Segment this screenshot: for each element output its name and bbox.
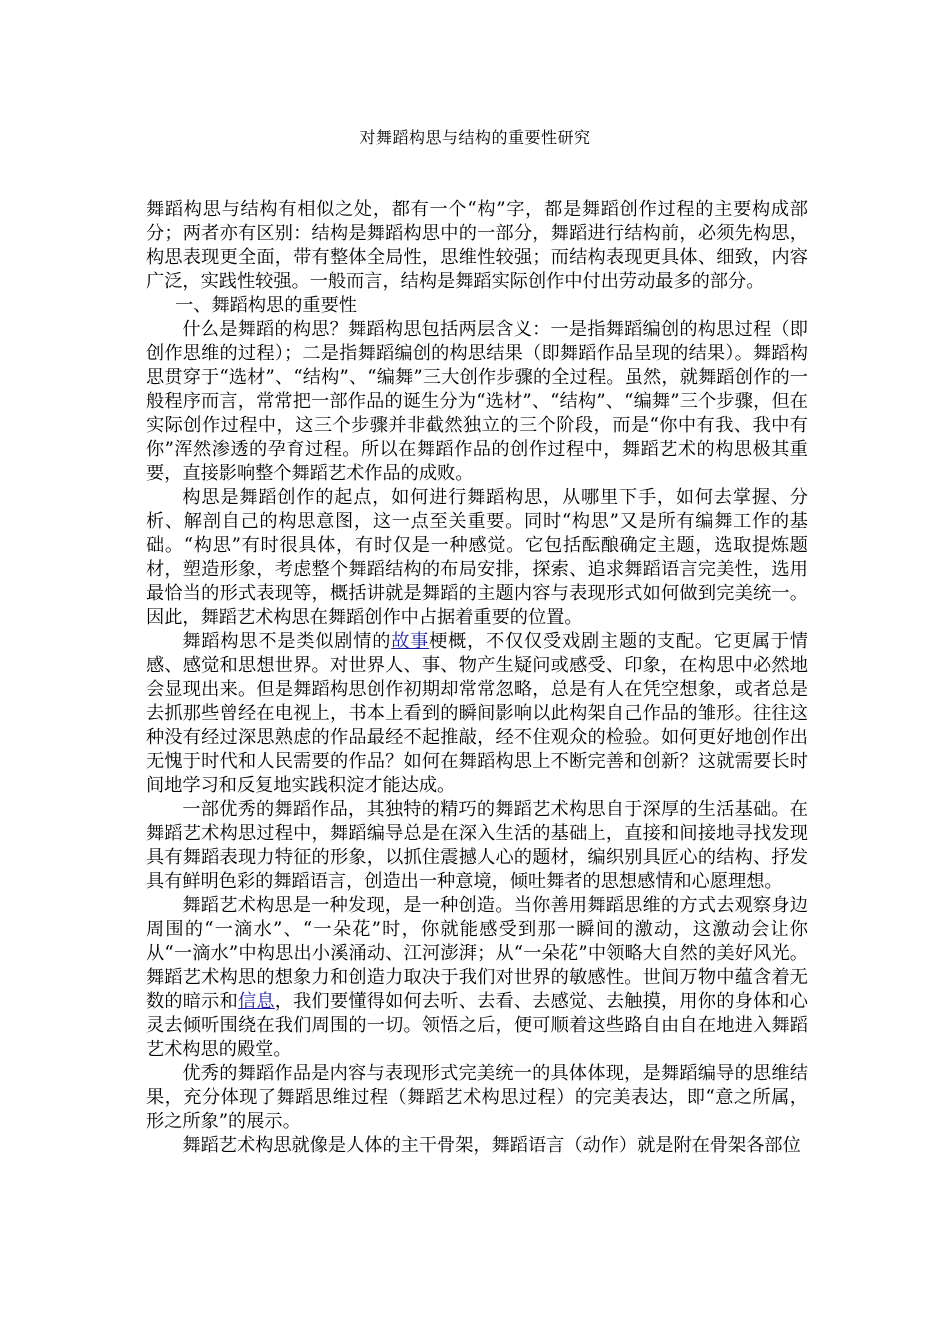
paragraph-3-text-after: 梗概，不仅仅受戏剧主题的支配。它更属于情感、感觉和思想世界。对世界人、事、物产生疑问或感受、印象，在构思中必然地会显现出来。但是舞蹈构思创作初期却常常忽略，总是有人在凭空想象，或者总是去抓那些曾经在电视上，书本上看到的瞬间影响以此构架自己作品的雏形。往往这种没有经过深思熟虑的作品最经不起推敲，经不住观众的检验。如何更好地创作出无愧于时代和人民需要的作品？如何在舞蹈构思上不断完善和创新？这就需要长时间地学习和反复地实践积淀才能达成。: [146, 631, 808, 796]
paragraph-2: 构思是舞蹈创作的起点，如何进行舞蹈构思，从哪里下手，如何去掌握、分析、解剖自己的构思意图，这一点至关重要。同时“构思”又是所有编舞工作的基础。“构思”有时很具体，有时仅是一种感觉。它包括酝酿确定主题，选取提炼题材，塑造形象，考虑整个舞蹈结构的布局安排，探索、追求舞蹈语言完美性，选用最恰当的形式表现等，概括讲就是舞蹈的主题内容与表现形式如何做到完美统一。因此，舞蹈艺术构思在舞蹈创作中占据着重要的位置。: [146, 487, 808, 628]
intro-paragraph: 舞蹈构思与结构有相似之处，都有一个“构”字，都是舞蹈创作过程的主要构成部分；两者亦有区别：结构是舞蹈构思中的一部分，舞蹈进行结构前，必须先构思，构思表现更全面，带有整体全局性，思维性较强；而结构表现更具体、细致，内容广泛，实践性较强。一般而言，结构是舞蹈实际创作中付出劳动最多的部分。: [146, 199, 808, 292]
story-link[interactable]: 故事: [391, 631, 430, 652]
paragraph-5: [146, 894, 808, 1062]
paragraph-1: 什么是舞蹈的构思？舞蹈构思包括两层含义：一是指舞蹈编创的构思过程（即创作思维的过程）；二是指舞蹈编创的构思结果（即舞蹈作品呈现的结果）。舞蹈构思贯穿于“选材”、“结构”、“编舞”三大创作步骤的全过程。虽然，就舞蹈创作的一般程序而言，常常把一部作品的诞生分为“选材”、“结构”、“编舞”三个步骤，但在实际创作过程中，这三个步骤并非截然独立的三个阶段，而是“你中有我、我中有你”浑然渗透的孕育过程。所以在舞蹈作品的创作过程中，舞蹈艺术的构思极其重要，直接影响整个舞蹈艺术作品的成败。: [146, 319, 808, 484]
paragraph-7: 舞蹈艺术构思就像是人体的主干骨架，舞蹈语言（动作）就是附在骨架各部位: [182, 1135, 801, 1156]
document-title: 对舞蹈构思与结构的重要性研究: [359, 128, 591, 147]
document-body: [146, 198, 808, 1158]
paragraph-5-text-after: ，我们要懂得如何去听、去看、去感觉、去触摸，用你的身体和心灵去倾听围绕在我们周围的一切。领悟之后，便可顺着这些路自由自在地进入舞蹈艺术构思的殿堂。: [146, 991, 808, 1060]
paragraph-4: 一部优秀的舞蹈作品，其独特的精巧的舞蹈艺术构思自于深厚的生活基础。在舞蹈艺术构思过程中，舞蹈编导总是在深入生活的基础上，直接和间接地寻找发现具有舞蹈表现力特征的形象，以抓住震撼人心的题材，编织别具匠心的结构、抒发具有鲜明色彩的舞蹈语言，创造出一种意境，倾吐舞者的思想感情和心愿理想。: [146, 799, 808, 892]
paragraph-3-text-before: 舞蹈构思不是类似剧情的: [182, 631, 392, 652]
paragraph-6: 优秀的舞蹈作品是内容与表现形式完美统一的具体体现，是舞蹈编导的思维结果，充分体现了舞蹈思维过程（舞蹈艺术构思过程）的完美表达，即“意之所属，形之所象”的展示。: [146, 1063, 808, 1132]
section-heading: 一、舞蹈构思的重要性: [175, 295, 357, 316]
paragraph-5-text-before: 舞蹈艺术构思是一种发现，是一种创造。当你善用舞蹈思维的方式去观察身边周围的“一滴水”、“一朵花”时，你就能感受到那一瞬间的激动，这激动会让你从“一滴水”中构思出小溪涌动、江河澎湃；从“一朵花”中领略大自然的美好风光。舞蹈艺术构思的想象力和创造力取决于我们对世界的敏感性。世间万物中蕴含着无数的暗示和: [146, 895, 808, 1012]
paragraph-3: [146, 630, 808, 798]
information-link[interactable]: 信息: [237, 991, 275, 1012]
